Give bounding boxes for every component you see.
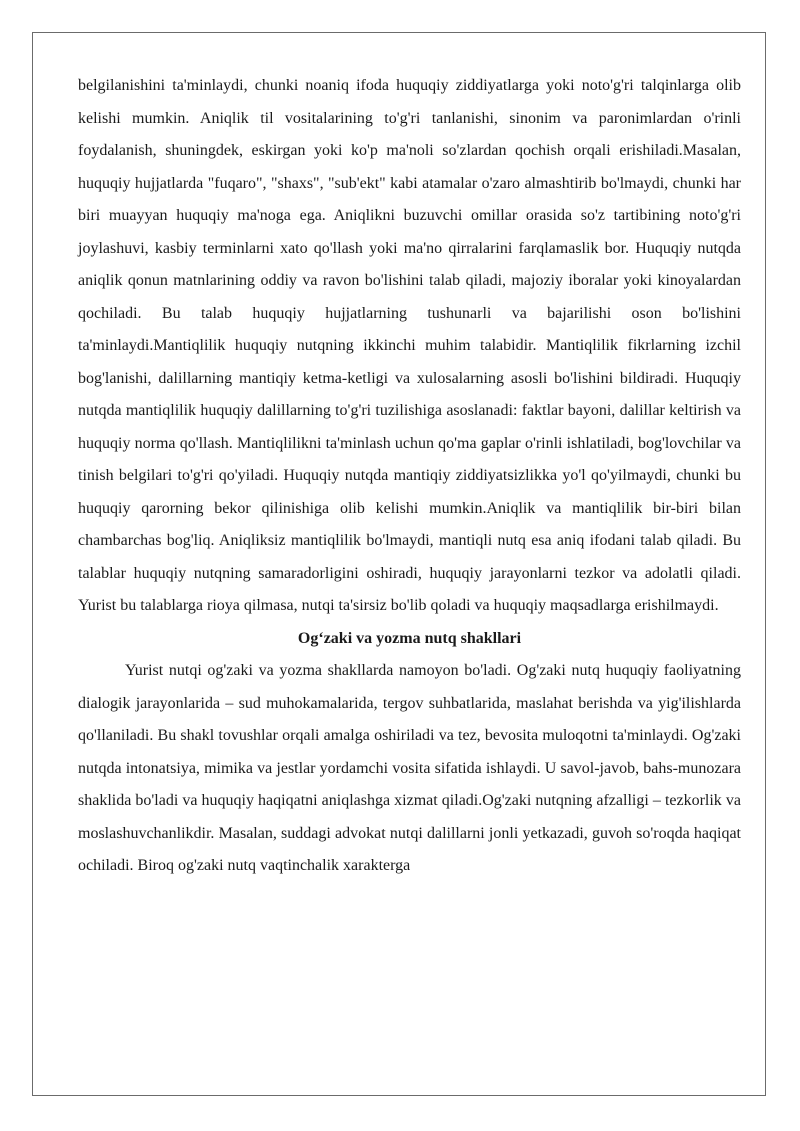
body-paragraph: belgilanishini ta'minlaydi, chunki noaniq ifoda huquqiy ziddiyatlarga yoki noto'g'ri talqinlarga olib kelishi mumkin. Aniqlik til vositalarining to'g'ri tanlanishi, sinonim va paronimlardan o'rinli foydalanish, shuningdek, eskirgan yoki ko'p ma'noli so'zlardan qochish orqali erishiladi.Masalan, huquqiy hujjatlarda "fuqaro", "shaxs", "sub'ekt" kabi atamalar o'zaro almashtirib bo'lmaydi, chunki har biri muayyan huquqiy ma'noga ega. Aniqlikni buzuvchi omillar orasida so'z tartibining noto'g'ri joylashuvi, kasbiy terminlarni xato qo'llash yoki ma'no qirralarini farqlamaslik bor. Huquqiy nutqda aniqlik qonun matnlarining oddiy va ravon bo'lishini talab qiladi, majoziy iboralar yoki kinoyalardan qochiladi. Bu talab huquqiy hujjatlarning tushunarli va bajarilishi oson bo'lishini ta'minlaydi.Mantiqlilik huquqiy nutqning ikkinchi muhim talabidir. Mantiqlilik fikrlarning izchil bog'lanishi, dalillarning mantiqiy ketma-ketligi va xulosalarning asosli bo'lishini bildiradi. Huquqiy nutqda mantiqlilik huquqiy dalillarning to'g'ri tuzilishiga asoslanadi: faktlar bayoni, dalillar keltirish va huquqiy norma qo'llash. Mantiqlilikni ta'minlash uchun qo'ma gaplar o'rinli ishlatiladi, bog'lovchilar va tinish belgilari to'g'ri qo'yiladi. Huquqiy nutqda mantiqiy ziddiyatsizlikka yo'l qo'yilmaydi, chunki bu huquqiy qarorning bekor qilinishiga olib kelishi mumkin.Aniqlik va mantiqlilik bir-biri bilan chambarchas bog'liq. Aniqliksiz mantiqlilik bo'lmaydi, mantiqli nutq esa aniq ifodani talab qiladi. Bu talablar huquqiy nutqning samaradorligini oshiradi, huquqiy jarayonlarni tezkor va adolatli qiladi. Yurist bu talablarga rioya qilmasa, nutqi ta'sirsiz bo'lib qoladi va huquqiy maqsadlarga erishilmaydi. (78, 77, 741, 614)
document-body (78, 70, 741, 883)
section-heading: Og‘zaki va yozma nutq shakllari (297, 629, 522, 647)
body-paragraph: Yurist nutqi og'zaki va yozma shakllarda namoyon bo'ladi. Og'zaki nutq huquqiy faoliyatning dialogik jarayonlarida – sud muhokamalarida, tergov suhbatlarida, maslahat berishda va yig'ilishlarda qo'llaniladi. Bu shakl tovushlar orqali amalga oshiriladi va tez, bevosita muloqotni ta'minlaydi. Og'zaki nutqda intonatsiya, mimika va jestlar yordamchi vosita sifatida ishlaydi. U savol-javob, bahs-munozara shaklida bo'ladi va huquqiy haqiqatni aniqlashga xizmat qiladi.Og'zaki nutqning afzalligi – tezkorlik va moslashuvchanlikdir. Masalan, suddagi advokat nutqi dalillarni jonli yetkazadi, guvoh so'roqda haqiqat ochiladi. Biroq og'zaki nutq vaqtinchalik xarakterga (78, 662, 741, 874)
